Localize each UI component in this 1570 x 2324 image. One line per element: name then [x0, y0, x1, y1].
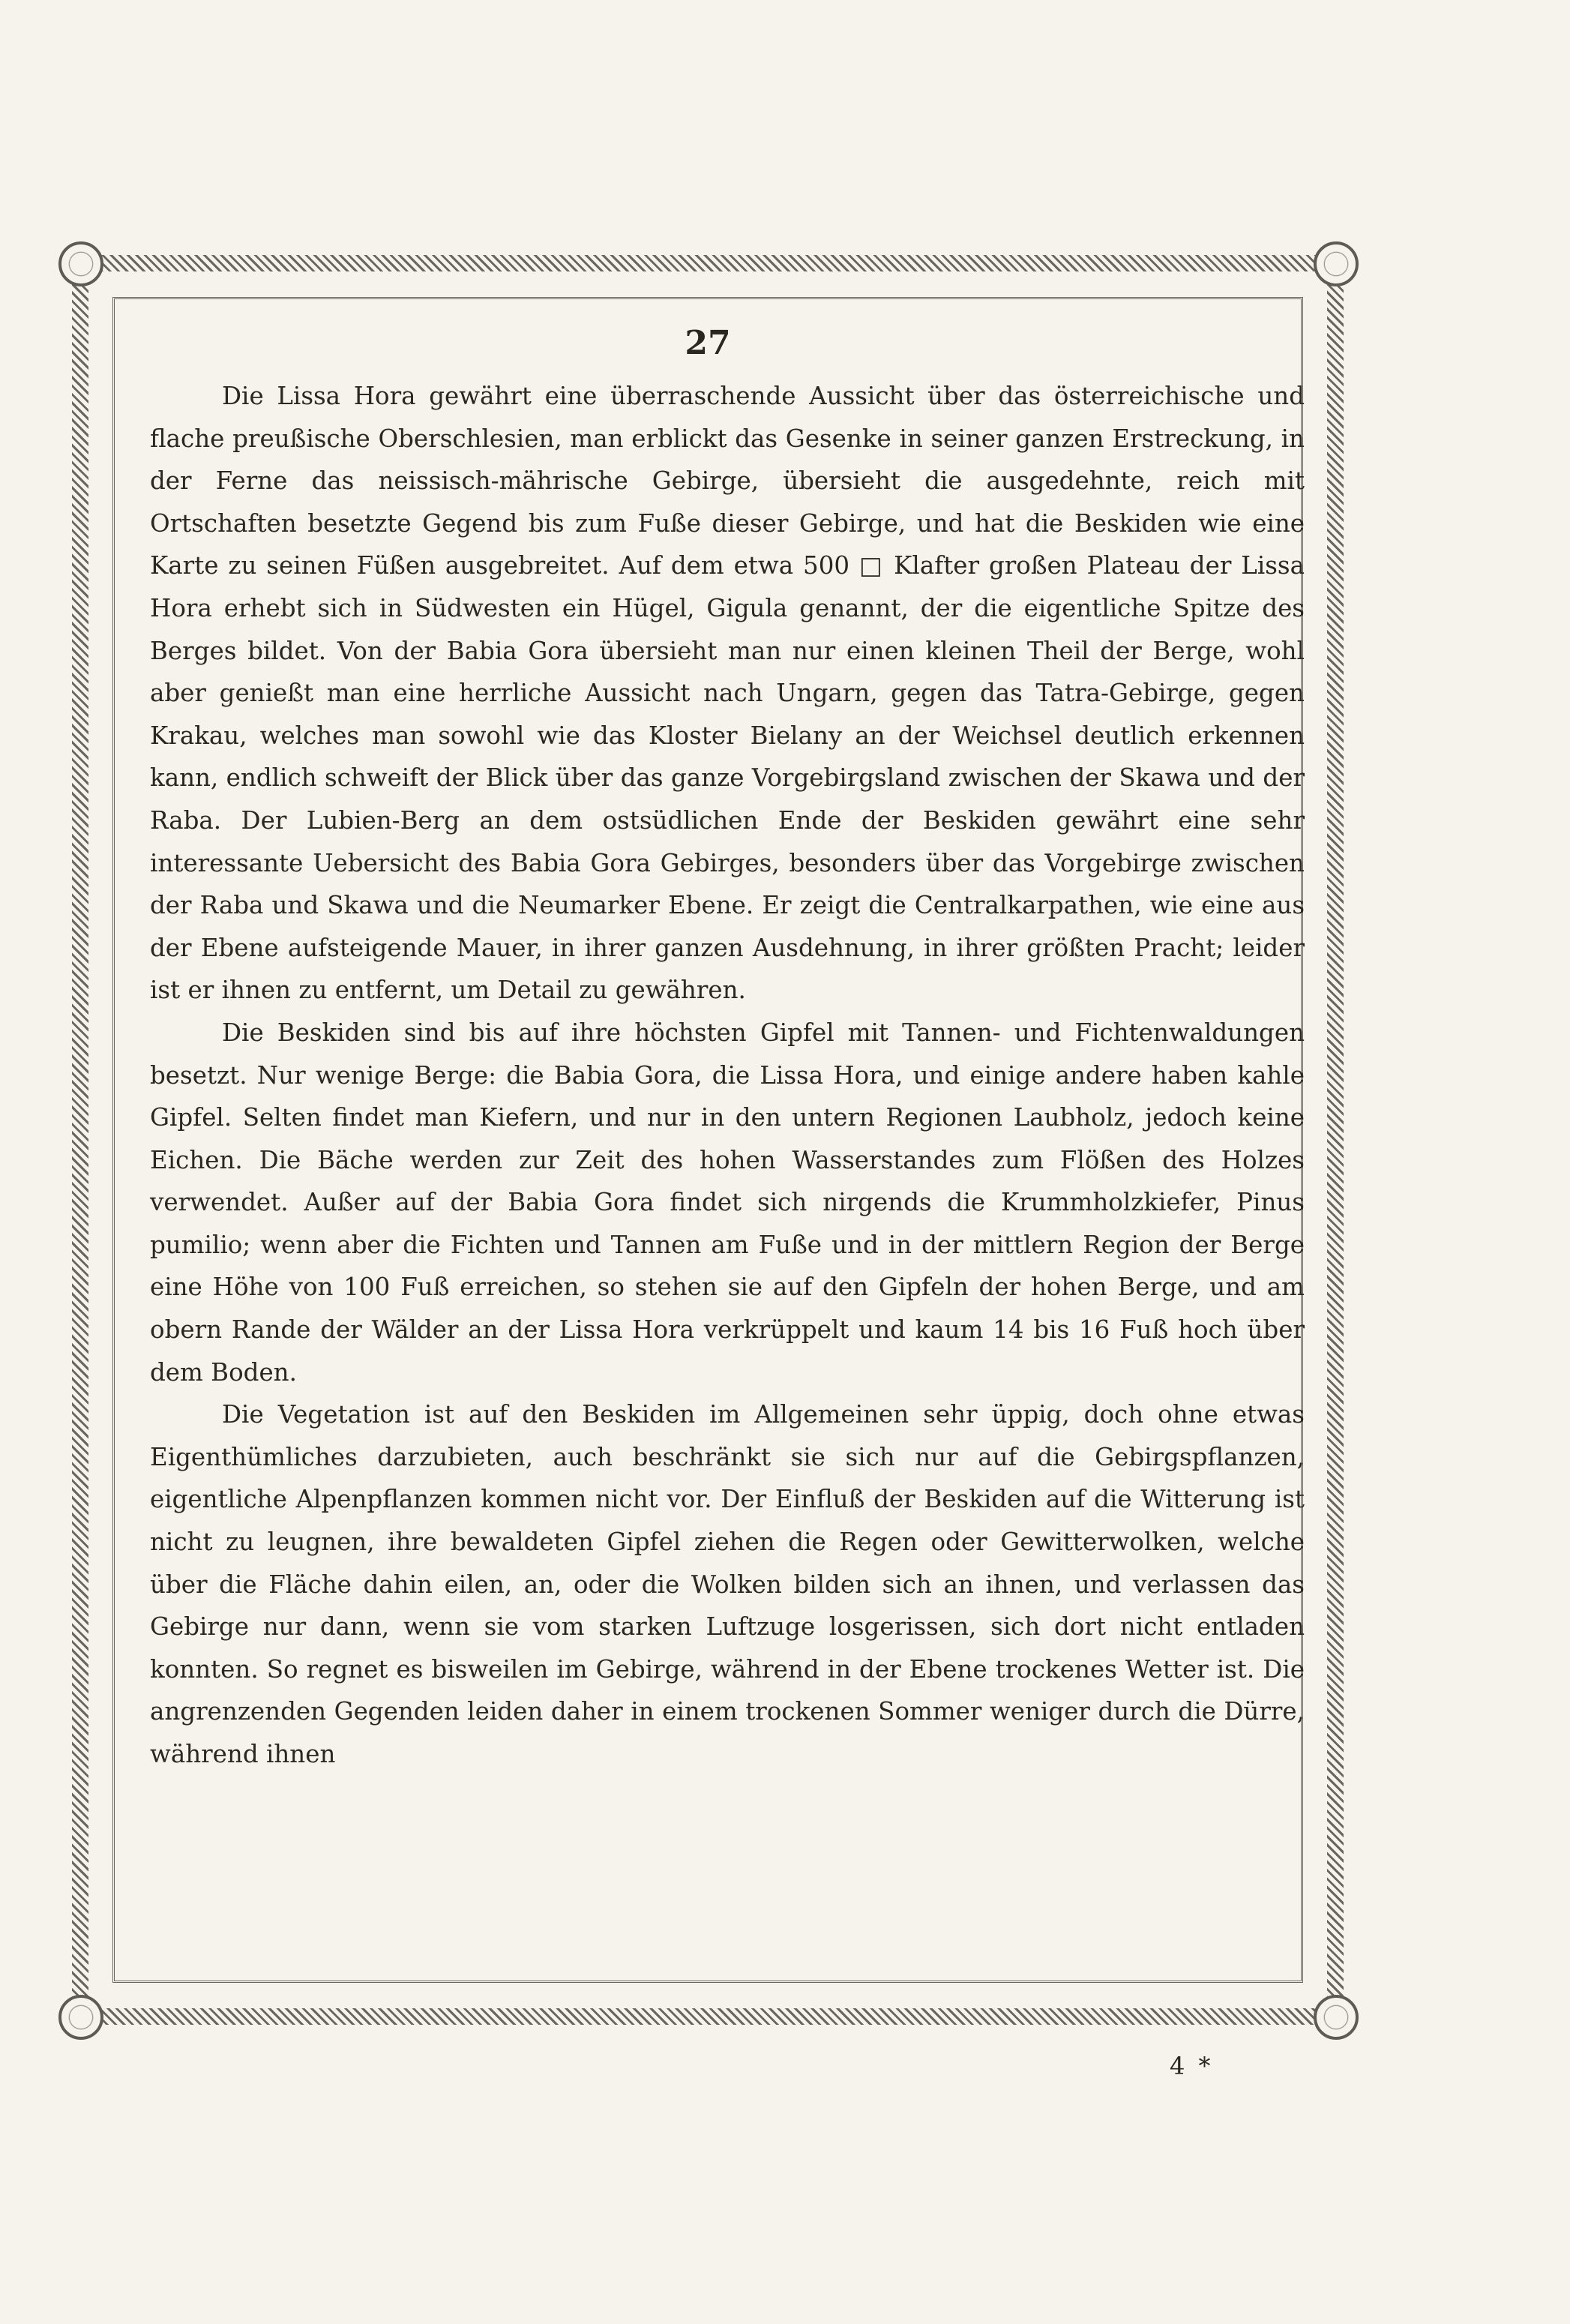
paragraph: Die Lissa Hora gewährt eine überraschende Aussicht über das österreichische und flache preußische Oberschlesien, man erblickt das Gesenke in seiner ganzen Erstreckung, in der Ferne das neissisch-mährische Gebirge, übersieht die ausgedehnte, reich mit Ortschaften besetzte Gegend bis zum Fuße dieser Gebirge, und hat die Beskiden wie eine Karte zu seinen Füßen ausgebreitet. Auf dem etwa 500 □ Klafter großen Plateau der Lissa Hora erhebt sich in Südwesten ein Hügel, Gigula genannt, der die eigentliche Spitze des Berges bildet. Von der Babia Gora übersieht man nur einen kleinen Theil der Berge, wohl aber genießt man eine herrliche Aussicht nach Ungarn, gegen das Tatra-Gebirge, gegen Krakau, welches man sowohl wie das Kloster Bielany an der Weichsel deutlich erkennen kann, endlich schweift der Blick über das ganze Vorgebirgsland zwischen der Skawa und der Raba. Der Lubien-Berg an dem ostsüdlichen Ende der Beskiden gewährt eine sehr interessante Uebersicht des Babia Gora Gebirges, besonders über das Vorgebirge zwischen der Raba und Skawa und die Neumarker Ebene. Er zeigt die Centralkarpathen, wie eine aus der Ebene aufsteigende Mauer, in ihrer ganzen Ausdehnung, in ihrer größten Pracht; leider ist er ihnen zu entfernt, um Detail zu gewähren.	[150, 382, 1305, 1005]
corner-ornament-icon	[1314, 241, 1359, 286]
corner-ornament-icon	[58, 1995, 103, 2040]
signature-mark: 4 *	[1170, 2052, 1214, 2080]
page-number: 27	[685, 324, 731, 362]
paragraph: Die Vegetation ist auf den Beskiden im Allgemeinen sehr üppig, doch ohne etwas Eigenthümliches darzubieten, auch beschränkt sie sich nur auf die Gebirgspflanzen, eigentliche Alpenpflanzen kommen nicht vor. Der Einfluß der Beskiden auf die Witterung ist nicht zu leugnen, ihre bewaldeten Gipfel ziehen die Regen oder Gewitterwolken, welche über die Fläche dahin eilen, an, oder die Wolken bilden sich an ihnen, und verlassen das Gebirge nur dann, wenn sie vom starken Luftzuge losgerissen, sich dort nicht entladen konnten. So regnet es bisweilen im Gebirge, während in der Ebene trockenes Wetter ist. Die angrenzenden Gegenden leiden daher in einem trockenen Sommer weniger durch die Dürre, während ihnen	[150, 1400, 1305, 1768]
corner-ornament-icon	[1314, 1995, 1359, 2040]
corner-ornament-icon	[58, 241, 103, 286]
paragraph: Die Beskiden sind bis auf ihre höchsten Gipfel mit Tannen- und Fichtenwaldungen besetzt. Nur wenige Berge: die Babia Gora, die Lissa Hora, und einige andere haben kahle Gipfel. Selten findet man Kiefern, und nur in den untern Regionen Laubholz, jedoch keine Eichen. Die Bäche werden zur Zeit des hohen Wasserstandes zum Flößen des Holzes verwendet. Außer auf der Babia Gora findet sich nirgends die Krummholzkiefer, Pinus pumilio; wenn aber die Fichten und Tannen am Fuße und in der mittlern Region der Berge eine Höhe von 100 Fuß erreichen, so stehen sie auf den Gipfeln der hohen Berge, und am obern Rande der Wälder an der Lissa Hora verkrüppelt und kaum 14 bis 16 Fuß hoch über dem Boden.	[150, 1018, 1305, 1387]
body-text	[150, 375, 1305, 1776]
